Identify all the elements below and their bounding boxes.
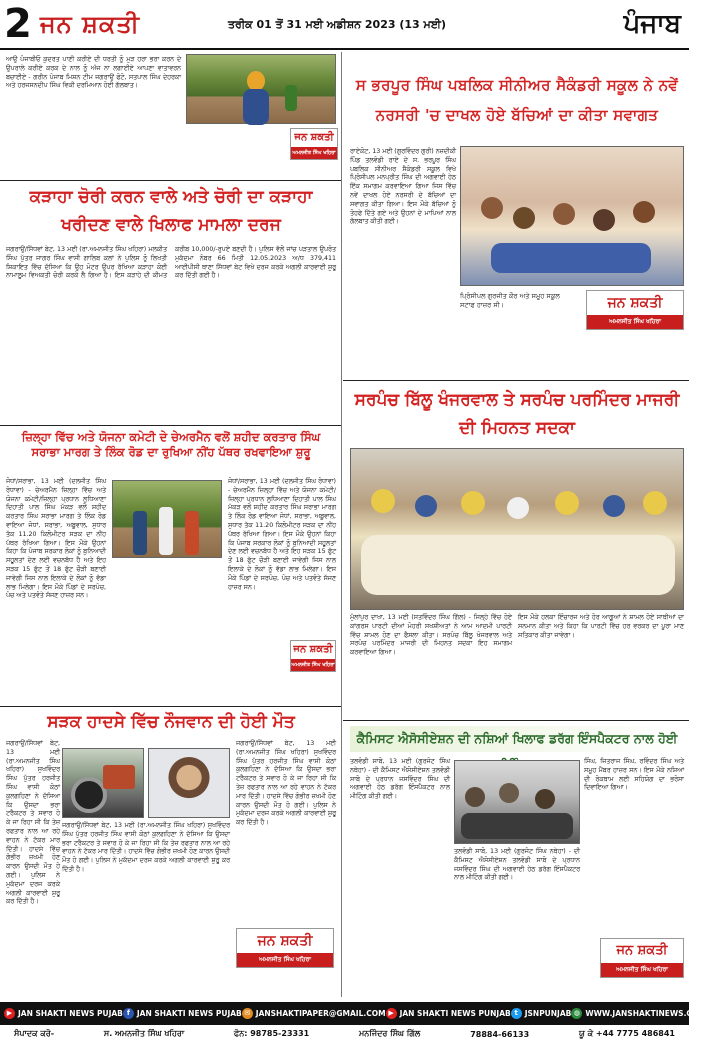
jan-shakti-logo: ਜਨ ਸ਼ਕਤੀ ਅਮਨਜੀਤ ਸਿੰਘ ਖਹਿਰਾ — [290, 640, 336, 672]
jan-shakti-logo: ਜਨ ਸ਼ਕਤੀ ਅਮਨਜੀਤ ਸਿੰਘ ਖਹਿਰਾ — [290, 128, 338, 160]
footer-link[interactable]: f JAN SHAKTI NEWS PUJAB — [123, 1008, 242, 1019]
page-number: 2 — [4, 1, 32, 47]
intro-text: ਆਉ ਪੰਜਾਬੀਓ ਕੁਦਰਤ ਪਾਣੀ ਕਰੀਏ ਦੀ ਧਰਤੀ ਨੂੰ ਮੁੜ ਹਰਾ ਭਰਾ ਕਰਨ ਦੇ ਉਪਰਾਲੇ ਕਰੀਏ ਕਰਕ ਦੇ ਨਾਲ ਨੂੰ ਅੱਜ ਨਾ ਲਗਾਈਏ ਆਪਣਾ ਵਾਤਾਵਰਨ ਬਚਾਈਏ - ਗਰੀਨ ਪੰਜਾਬ ਮਿਸ਼ਨ ਟੀਮ ਜਗਰਾਉਂ ਫੋਟੋ, ਸਤਪਾਲ ਸਿੰਘ ਦੇਹਰਕਾ ਅਤੇ ਹਰਜਸਨਦੀਪ ਸਿੰਘ ਵਿਕੀ ਦਰਮਿਆਨ ਹੋਈ ਗੱਲਬਾਤ। — [6, 56, 181, 90]
footer-uk-phone: ਯੂ ਕੇ +44 7775 486841 — [579, 1029, 675, 1038]
chemist-body-right: ਸਿੰਘ, ਜਿਤਰਾਜ ਸਿੰਘ, ਰਵਿੰਦਰ ਸਿੰਘ ਅਤੇ ਸਮੂਹ ਮੈਂਬਰ ਹਾਜ਼ਰ ਸਨ। ਇਸ ਮੌਕੇ ਨਸ਼ਿਆਂ ਦੀ ਰੋਕਥਾਮ ਲਈ ਸਹਿਯੋਗ ਦਾ ਭਰੋਸਾ ਦਿਵਾਇਆ ਗਿਆ। — [584, 758, 684, 792]
jan-shakti-logo: ਜਨ ਸ਼ਕਤੀ ਅਮਨਜੀਤ ਸਿੰਘ ਖਹਿਰਾ — [586, 290, 684, 330]
jan-shakti-logo: ਜਨ ਸ਼ਕਤੀ ਅਮਨਜੀਤ ਸਿੰਘ ਖਹਿਰਾ — [600, 938, 684, 978]
divider — [343, 380, 689, 381]
jan-shakti-logo: ਜਨ ਸ਼ਕਤੀ ਅਮਨਜੀਤ ਸਿੰਘ ਖਹਿਰਾ — [236, 928, 334, 968]
chemist-meeting-photo — [454, 760, 580, 844]
sarpanch-body-left: ਮੁੱਲਾਂਪੁਰ ਦਾਖਾ, 13 ਮਈ (ਸਤਵਿੰਦਰ ਸਿੰਘ ਗਿੱਲ) - ਜਿਲ੍ਹੇ ਵਿੱਚ ਹੋਏ ਕਾਂਗਰਸ ਪਾਰਟੀ ਦੀਆਂ ਮੋਹਰੀ ਸਖਸ਼ੀਅਤਾਂ ਨੇ ਆਮ ਆਦਮੀ ਪਾਰਟੀ ਵਿੱਚ ਸ਼ਾਮਲ ਹੋਣ ਦਾ ਫੈਸਲਾ ਕੀਤਾ। ਸਰਪੰਚ ਬਿੱਲੂ ਖੰਜਰਵਾਲ ਅਤੇ ਸਰਪੰਚ ਪਰਮਿੰਦਰ ਮਾਜਰੀ ਦੀ ਮਿਹਨਤ ਸਦਕਾ ਇਹ ਸਮਾਗਮ ਕਰਵਾਇਆ ਗਿਆ। — [350, 614, 512, 657]
divider — [0, 180, 341, 181]
footer-editor-label: ਸੰਪਾਦਕ ਕਰੋ- — [14, 1029, 55, 1038]
theft-headline: ਕੜਾਹਾ ਚੋਰੀ ਕਰਨ ਵਾਲੇ ਅਤੇ ਚੋਰੀ ਦਾ ਕੜਾਹਾ ਖਰੀਦਣ ਵਾਲੇ ਖਿਲਾਫ ਮਾਮਲਾ ਦਰਜ — [29, 187, 313, 235]
footer-phone-2: 78884-66133 — [470, 1029, 530, 1039]
divider — [0, 425, 341, 426]
section-title: ਪੰਜਾਬ — [623, 9, 681, 39]
footer-contact-name: ਮਨਜਿੰਦਰ ਸਿੰਘ ਗਿੱਲ — [359, 1029, 421, 1038]
victim-photo — [148, 748, 230, 818]
footer-link[interactable]: ✉ JANSHAKTIPAPER@GMAIL.COM — [242, 1008, 386, 1019]
footer-link[interactable]: ◍ WWW.JANSHAKTINEWS.COM — [571, 1008, 705, 1019]
footer-social-bar — [0, 1002, 706, 1024]
sarpanch-body-right: ਇਸ ਮੌਕੇ ਹਲਕਾ ਇੰਚਾਰਜ ਅਤੇ ਹੋਰ ਆਗੂਆਂ ਨੇ ਸ਼ਾਮਲ ਹੋਏ ਸਾਥੀਆਂ ਦਾ ਸਨਮਾਨ ਕੀਤਾ ਅਤੇ ਕਿਹਾ ਕਿ ਪਾਰਟੀ ਵਿੱਚ ਹਰ ਵਰਕਰ ਦਾ ਪੂਰਾ ਮਾਣ ਸਤਿਕਾਰ ਕੀਤਾ ਜਾਵੇਗਾ। — [518, 614, 684, 639]
road-ceremony-photo — [112, 480, 222, 558]
globe-icon: ◍ — [571, 1008, 582, 1019]
school-caption: ਪ੍ਰਿੰਸੀਪਲ ਗੁਰਜੀਤ ਕੌਰ ਅਤੇ ਸਮੂਹ ਸਕੂਲ ਸਟਾਫ ਹਾਜ਼ਰ ਸੀ। — [460, 292, 560, 309]
youtube-icon: ▶ — [386, 1008, 397, 1019]
footer-contact-bar — [0, 1024, 689, 1043]
school-students-photo — [460, 146, 684, 286]
footer-link[interactable]: ▶ JAN SHAKTI NEWS PUJAB — [4, 1008, 123, 1019]
chemist-body-left: ਤਲਵੰਡੀ ਸਾਬੋ, 13 ਮਈ (ਗੁਰਜੰਟ ਸਿੰਘ ਨਥੇਹਾ) - ਦੀ ਕੈਮਿਸਟ ਐਸੋਸੀਏਸ਼ਨ ਤਲਵੰਡੀ ਸਾਬੋ ਦੇ ਪ੍ਰਧਾਨ ਜਸਵਿੰਦਰ ਸਿੰਘ ਦੀ ਅਗਵਾਈ ਹੇਠ ਡਰੱਗ ਇੰਸਪੈਕਟਰ ਨਾਲ ਮੀਟਿੰਗ ਕੀਤੀ ਗਈ। — [350, 758, 450, 801]
youtube-icon: ▶ — [4, 1008, 15, 1019]
edition-date: ਤਰੀਕ 01 ਤੋਂ 31 ਮਈ ਅਡੀਸ਼ਨ 2023 (13 ਮਈ) — [228, 18, 446, 31]
accident-body-left: ਜਗਰਾਉਂ/ਸਿੱਧਵਾਂ ਬੇਟ, 13 ਮਈ (ਰਾ.ਅਮਨਜੀਤ ਸਿੰਘ ਖਹਿਰਾ) ਸੁਖਵਿੰਦਰ ਸਿੰਘ ਪੁੱਤਰ ਹਰਜੀਤ ਸਿੰਘ ਵਾਸੀ ਕੋਠਾਂ ਕੁਲਗਹਿਣਾ ਨੇ ਦੱਸਿਆ ਕਿ ਉਸਦਾ ਭਰਾ ਟਰੈਕਟਰ ਤੇ ਸਵਾਰ ਹੋ ਕੇ ਜਾ ਰਿਹਾ ਸੀ ਕਿ ਤੇਜ਼ ਰਫਤਾਰ ਨਾਲ ਆ ਰਹੇ ਵਾਹਨ ਨੇ ਟੱਕਰ ਮਾਰ ਦਿੱਤੀ। ਹਾਦਸੇ ਵਿੱਚ ਗੰਭੀਰ ਜ਼ਖਮੀ ਹੋਣ ਕਾਰਨ ਉਸਦੀ ਮੌਤ ਹੋ ਗਈ। ਪੁਲਿਸ ਨੇ ਮੁਕੱਦਮਾ ਦਰਜ ਕਰਕੇ ਅਗਲੀ ਕਾਰਵਾਈ ਸ਼ੁਰੂ ਕਰ ਦਿੱਤੀ ਹੈ। — [6, 740, 60, 906]
footer-editor-name: ਸ. ਅਮਨਜੀਤ ਸਿੰਘ ਖਹਿਰਾ — [103, 1029, 185, 1038]
tree-planting-photo — [186, 54, 336, 124]
road-body: ਜੋਧਾਂ/ਸਰਾਭਾ, 13 ਮਈ (ਦਲਜੀਤ ਸਿੰਘ ਰੰਧਾਵਾ) - ਚੇਅਰਮੈਨ ਜ਼ਿਲ੍ਹਾ ਵਿੱਚ ਅਤੇ ਯੋਜਨਾ ਕਮੇਟੀ/ਜ਼ਿਲ੍ਹਾ ਪ੍ਰਧਾਨ ਲੁਧਿਆਣਾ ਦਿਹਾਤੀ ਪਾਲ ਸਿੰਘ ਮੱਕੜ ਵਲੋਂ ਸ਼ਹੀਦ ਕਰਤਾਰ ਸਿੰਘ ਸਰਾਭਾ ਮਾਰਗ ਤੇ ਲਿੰਕ ਰੋਡ ਵਾਇਆ ਜੋਧਾਂ, ਸਰਾਭਾ, ਅਬੂਵਾਲ, ਸੁਧਾਰ ਤੱਕ 11.20 ਕਿਲੋਮੀਟਰ ਸੜਕ ਦਾ ਨੀਂਹ ਪੱਥਰ ਰੱਖਿਆ ਗਿਆ। ਇਸ ਮੌਕੇ ਉਹਨਾਂ ਕਿਹਾ ਕਿ ਪੰਜਾਬ ਸਰਕਾਰ ਲੋਕਾਂ ਨੂੰ ਬੁਨਿਆਦੀ ਸਹੂਲਤਾਂ ਦੇਣ ਲਈ ਵਚਨਬੱਧ ਹੈ ਅਤੇ ਇਹ ਸੜਕ 15 ਫੁੱਟ ਤੋਂ 18 ਫੁੱਟ ਚੌੜੀ ਬਣਾਈ ਜਾਵੇਗੀ ਜਿਸ ਨਾਲ ਇਲਾਕੇ ਦੇ ਲੋਕਾਂ ਨੂੰ ਵੱਡਾ ਲਾਭ ਮਿਲੇਗਾ। ਇਸ ਮੌਕੇ ਪਿੰਡਾਂ ਦੇ ਸਰਪੰਚ, ਪੰਚ ਅਤੇ ਪਤਵੰਤੇ ਸੱਜਣ ਹਾਜ਼ਰ ਸਨ। — [6, 478, 106, 600]
masthead — [0, 0, 689, 50]
theft-headline-part — [6, 152, 286, 178]
divider — [0, 706, 341, 707]
facebook-icon: f — [123, 1008, 134, 1019]
chemist-headline: ਕੈਮਿਸਟ ਐਸੋਸੀਏਸ਼ਨ ਦੀ ਨਸ਼ਿਆਂ ਖਿਲਾਫ ਡਰੱਗ ਇੰਸਪੈਕਟਰ ਨਾਲ ਹੋਈ — [356, 731, 678, 746]
road-body-continued: ਜੋਧਾਂ/ਸਰਾਭਾ, 13 ਮਈ (ਦਲਜੀਤ ਸਿੰਘ ਰੰਧਾਵਾ) - ਚੇਅਰਮੈਨ ਜ਼ਿਲ੍ਹਾ ਵਿੱਚ ਅਤੇ ਯੋਜਨਾ ਕਮੇਟੀ/ਜ਼ਿਲ੍ਹਾ ਪ੍ਰਧਾਨ ਲੁਧਿਆਣਾ ਦਿਹਾਤੀ ਪਾਲ ਸਿੰਘ ਮੱਕੜ ਵਲੋਂ ਸ਼ਹੀਦ ਕਰਤਾਰ ਸਿੰਘ ਸਰਾਭਾ ਮਾਰਗ ਤੇ ਲਿੰਕ ਰੋਡ ਵਾਇਆ ਜੋਧਾਂ, ਸਰਾਭਾ, ਅਬੂਵਾਲ, ਸੁਧਾਰ ਤੱਕ 11.20 ਕਿਲੋਮੀਟਰ ਸੜਕ ਦਾ ਨੀਂਹ ਪੱਥਰ ਰੱਖਿਆ ਗਿਆ। ਇਸ ਮੌਕੇ ਉਹਨਾਂ ਕਿਹਾ ਕਿ ਪੰਜਾਬ ਸਰਕਾਰ ਲੋਕਾਂ ਨੂੰ ਬੁਨਿਆਦੀ ਸਹੂਲਤਾਂ ਦੇਣ ਲਈ ਵਚਨਬੱਧ ਹੈ ਅਤੇ ਇਹ ਸੜਕ 15 ਫੁੱਟ ਤੋਂ 18 ਫੁੱਟ ਚੌੜੀ ਬਣਾਈ ਜਾਵੇਗੀ ਜਿਸ ਨਾਲ ਇਲਾਕੇ ਦੇ ਲੋਕਾਂ ਨੂੰ ਵੱਡਾ ਲਾਭ ਮਿਲੇਗਾ। ਇਸ ਮੌਕੇ ਪਿੰਡਾਂ ਦੇ ਸਰਪੰਚ, ਪੰਚ ਅਤੇ ਪਤਵੰਤੇ ਸੱਜਣ ਹਾਜ਼ਰ ਸਨ। — [228, 478, 336, 591]
twitter-icon: t — [511, 1008, 522, 1019]
divider — [343, 720, 689, 721]
chemist-body-mid: ਤਲਵੰਡੀ ਸਾਬੋ, 13 ਮਈ (ਗੁਰਜੰਟ ਸਿੰਘ ਨਥੇਹਾ) - ਦੀ ਕੈਮਿਸਟ ਐਸੋਸੀਏਸ਼ਨ ਤਲਵੰਡੀ ਸਾਬੋ ਦੇ ਪ੍ਰਧਾਨ ਜਸਵਿੰਦਰ ਸਿੰਘ ਦੀ ਅਗਵਾਈ ਹੇਠ ਡਰੱਗ ਇੰਸਪੈਕਟਰ ਨਾਲ ਮੀਟਿੰਗ ਕੀਤੀ ਗਈ। — [454, 848, 580, 882]
footer-phone: ਫੋਨ: 98785-23331 — [234, 1029, 310, 1038]
sarpanch-group-photo — [350, 448, 684, 610]
road-headline: ਜ਼ਿਲ੍ਹਾ ਵਿੱਚ ਅਤੇ ਯੋਜਨਾ ਕਮੇਟੀ ਦੇ ਚੇਅਰਮੈਨ ਵਲੋਂ ਸ਼ਹੀਦ ਕਰਤਾਰ ਸਿੰਘ ਸਰਾਭਾ ਮਾਰਗ ਤੇ ਲਿੰਕ ਰੋਡ ਦਾ ਰੁਖਿਆ ਨੀਂਹ ਪੱਥਰ ਰਖਵਾਇਆ ਸ਼ੁਰੂ — [21, 430, 321, 459]
accident-headline: ਸੜਕ ਹਾਦਸੇ ਵਿੱਚ ਨੌਜਵਾਨ ਦੀ ਹੋਈ ਮੌਤ — [47, 712, 295, 732]
accident-body-mid: ਜਗਰਾਉਂ/ਸਿੱਧਵਾਂ ਬੇਟ, 13 ਮਈ (ਰਾ.ਅਮਨਜੀਤ ਸਿੰਘ ਖਹਿਰਾ) ਸੁਖਵਿੰਦਰ ਸਿੰਘ ਪੁੱਤਰ ਹਰਜੀਤ ਸਿੰਘ ਵਾਸੀ ਕੋਠਾਂ ਕੁਲਗਹਿਣਾ ਨੇ ਦੱਸਿਆ ਕਿ ਉਸਦਾ ਭਰਾ ਟਰੈਕਟਰ ਤੇ ਸਵਾਰ ਹੋ ਕੇ ਜਾ ਰਿਹਾ ਸੀ ਕਿ ਤੇਜ਼ ਰਫਤਾਰ ਨਾਲ ਆ ਰਹੇ ਵਾਹਨ ਨੇ ਟੱਕਰ ਮਾਰ ਦਿੱਤੀ। ਹਾਦਸੇ ਵਿੱਚ ਗੰਭੀਰ ਜ਼ਖਮੀ ਹੋਣ ਕਾਰਨ ਉਸਦੀ ਮੌਤ ਹੋ ਗਈ। ਪੁਲਿਸ ਨੇ ਮੁਕੱਦਮਾ ਦਰਜ ਕਰਕੇ ਅਗਲੀ ਕਾਰਵਾਈ ਸ਼ੁਰੂ ਕਰ ਦਿੱਤੀ ਹੈ। — [62, 822, 230, 873]
accident-body-right: ਜਗਰਾਉਂ/ਸਿੱਧਵਾਂ ਬੇਟ, 13 ਮਈ (ਰਾ.ਅਮਨਜੀਤ ਸਿੰਘ ਖਹਿਰਾ) ਸੁਖਵਿੰਦਰ ਸਿੰਘ ਪੁੱਤਰ ਹਰਜੀਤ ਸਿੰਘ ਵਾਸੀ ਕੋਠਾਂ ਕੁਲਗਹਿਣਾ ਨੇ ਦੱਸਿਆ ਕਿ ਉਸਦਾ ਭਰਾ ਟਰੈਕਟਰ ਤੇ ਸਵਾਰ ਹੋ ਕੇ ਜਾ ਰਿਹਾ ਸੀ ਕਿ ਤੇਜ਼ ਰਫਤਾਰ ਨਾਲ ਆ ਰਹੇ ਵਾਹਨ ਨੇ ਟੱਕਰ ਮਾਰ ਦਿੱਤੀ। ਹਾਦਸੇ ਵਿੱਚ ਗੰਭੀਰ ਜ਼ਖਮੀ ਹੋਣ ਕਾਰਨ ਉਸਦੀ ਮੌਤ ਹੋ ਗਈ। ਪੁਲਿਸ ਨੇ ਮੁਕੱਦਮਾ ਦਰਜ ਕਰਕੇ ਅਗਲੀ ਕਾਰਵਾਈ ਸ਼ੁਰੂ ਕਰ ਦਿੱਤੀ ਹੈ। — [236, 740, 336, 827]
school-headline: ਸ ਭਰਪੂਰ ਸਿੰਘ ਪਬਲਿਕ ਸੀਨੀਅਰ ਸੈਕੰਡਰੀ ਸਕੂਲ ਨੇ ਨਵੇਂ ਨਰਸਰੀ 'ਚ ਦਾਖਲ ਹੋਏ ਬੱਚਿਆਂ ਦਾ ਕੀਤਾ ਸਵਾਗਤ — [355, 76, 679, 124]
mail-icon: ✉ — [242, 1008, 253, 1019]
sarpanch-headline: ਸਰਪੰਚ ਬਿੱਲੂ ਖੰਜਰਵਾਲ ਤੇ ਸਰਪੰਚ ਪਰਮਿੰਦਰ ਮਾਜਰੀ ਦੀ ਮਿਹਨਤ ਸਦਕਾ — [354, 390, 680, 438]
tractor-photo — [62, 748, 144, 818]
theft-body: ਜਗਰਾਉਂ/ਸਿੱਧਵਾਂ ਬੇਟ, 13 ਮਈ (ਰਾ.ਅਮਨਜੀਤ ਸਿੰਘ ਖਹਿਰਾ) ਮਲਕੀਤ ਸਿੰਘ ਪੁੱਤਰ ਜਾਗਰ ਸਿੰਘ ਵਾਸੀ ਗਾਲਿਬ ਕਲਾਂ ਨੇ ਪੁਲਿਸ ਨੂੰ ਲਿਖਤੀ ਸ਼ਿਕਾਇਤ ਵਿੱਚ ਦੱਸਿਆ ਕਿ ਉਹ ਮੋਟਰ ਉਪਰ ਰੱਖਿਆ ਕੜਾਹਾ ਕੋਈ ਨਾਮਾਲੂਮ ਵਿਅਕਤੀ ਚੋਰੀ ਕਰਕੇ ਲੈ ਗਿਆ ਹੈ। ਇਸ ਕੜਾਹੇ ਦੀ ਕੀਮਤ ਕਰੀਬ 10,000/-ਰੁਪਏ ਬਣਦੀ ਹੈ। ਪੁਲਿਸ ਵੱਲੋਂ ਜਾਂਚ ਪੜਤਾਲ ਉਪਰੰਤ ਮੁਕੱਦਮਾ ਨੰਬਰ 66 ਮਿਤੀ 12.05.2023 ਅ/ਧ 379,411 ਆਈਪੀਸੀ ਥਾਣਾ ਸਿੱਧਵਾਂ ਬੇਟ ਵਿਖੇ ਦਰਜ ਕਰਕੇ ਅਗਲੀ ਕਾਰਵਾਈ ਸ਼ੁਰੂ ਕਰ ਦਿੱਤੀ ਗਈ ਹੈ। — [6, 246, 336, 280]
footer-link[interactable]: ▶ JAN SHAKTI NEWS PUNJAB — [386, 1008, 511, 1019]
school-body: ਰਾਏਕੋਟ, 13 ਮਈ (ਗੁਰਵਿੰਦਰ ਗੁਰੀ) ਨਜ਼ਦੀਕੀ ਪਿੰਡ ਤਲਵੰਡੀ ਰਾਏ ਦੇ ਸ. ਭਰਪੂਰ ਸਿੰਘ ਪਬਲਿਕ ਸੀਨੀਅਰ ਸੈਕੰਡਰੀ ਸਕੂਲ ਵਿਖੇ ਪ੍ਰਿੰਸੀਪਲ ਮਨਪ੍ਰੀਤ ਸਿੰਘ ਦੀ ਅਗਵਾਈ ਹੇਠ ਇੱਕ ਸਮਾਗਮ ਕਰਵਾਇਆ ਗਿਆ ਜਿਸ ਵਿੱਚ ਨਵੇਂ ਦਾਖਲ ਹੋਏ ਨਰਸਰੀ ਦੇ ਬੱਚਿਆਂ ਦਾ ਸਵਾਗਤ ਕੀਤਾ ਗਿਆ। ਇਸ ਮੌਕੇ ਬੱਚਿਆਂ ਨੂੰ ਤੋਹਫੇ ਦਿੱਤੇ ਗਏ ਅਤੇ ਉਹਨਾਂ ਦੇ ਮਾਪਿਆਂ ਨਾਲ ਗੱਲਬਾਤ ਕੀਤੀ ਗਈ। — [350, 148, 456, 226]
column-divider — [341, 52, 342, 997]
footer-link[interactable]: t JSNPUNJAB — [511, 1008, 572, 1019]
masthead-logo: ਜਨ ਸ਼ਕਤੀ — [40, 10, 140, 38]
